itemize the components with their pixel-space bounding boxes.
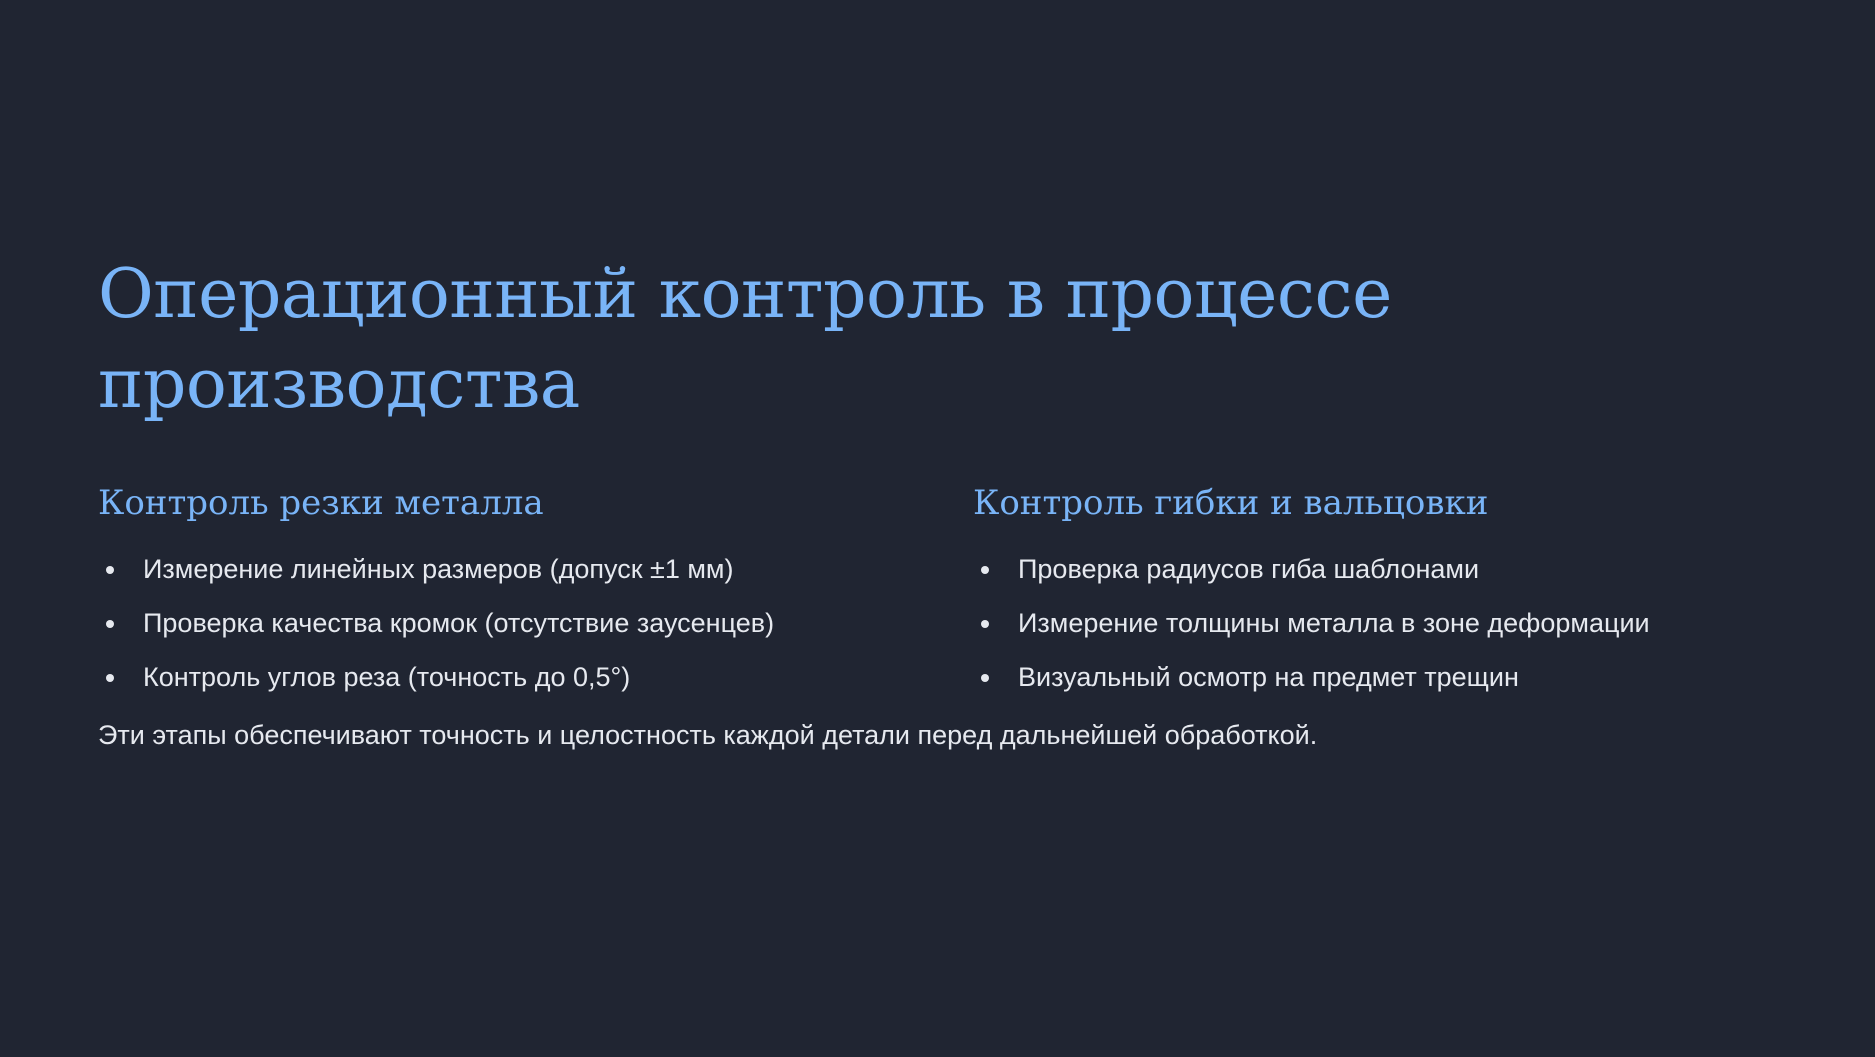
bullet-list xyxy=(973,542,1650,704)
list-item xyxy=(98,542,774,596)
columns xyxy=(98,482,1778,717)
bullet-icon xyxy=(106,674,114,682)
summary-text: Эти этапы обеспечивают точность и целостность каждой детали перед дальнейшей обработкой. xyxy=(98,720,1318,750)
list-item-text: Контроль углов реза (точность до 0,5°) xyxy=(143,662,631,692)
column-heading: Контроль резки металла xyxy=(98,483,544,523)
bullet-icon xyxy=(981,674,989,682)
column-bending-rolling xyxy=(973,482,1650,704)
list-item-text: Измерение толщины металла в зоне деформации xyxy=(1018,608,1650,638)
list-item xyxy=(98,650,774,704)
column-metal-cutting xyxy=(98,482,774,704)
bullet-list xyxy=(98,542,774,704)
list-item-text: Измерение линейных размеров (допуск ±1 мм) xyxy=(143,554,734,584)
slide xyxy=(98,250,1778,753)
slide-title: Операционный контроль в процессе производства xyxy=(98,255,1392,424)
bullet-icon xyxy=(981,620,989,628)
bullet-icon xyxy=(981,566,989,574)
bullet-icon xyxy=(106,566,114,574)
column-heading: Контроль гибки и вальцовки xyxy=(973,483,1489,523)
list-item-text: Визуальный осмотр на предмет трещин xyxy=(1018,662,1519,692)
list-item-text: Проверка радиусов гиба шаблонами xyxy=(1018,554,1480,584)
list-item xyxy=(98,596,774,650)
list-item xyxy=(973,542,1650,596)
list-item xyxy=(973,596,1650,650)
list-item xyxy=(973,650,1650,704)
bullet-icon xyxy=(106,620,114,628)
list-item-text: Проверка качества кромок (отсутствие заусенцев) xyxy=(143,608,775,638)
